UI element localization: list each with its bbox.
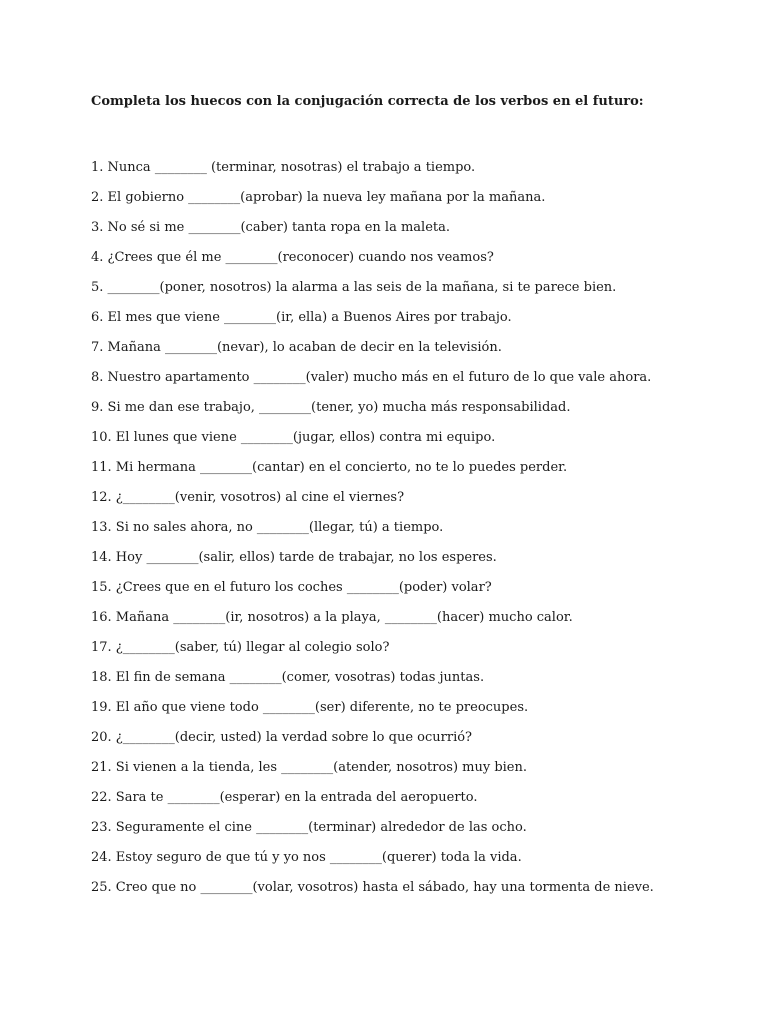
exercise-item: 9. Si me dan ese trabajo, ________(tener, yo) mucha más responsabilidad. [91, 400, 571, 415]
exercise-item: 13. Si no sales ahora, no ________(llegar, tú) a tiempo. [91, 520, 444, 535]
exercise-item: 2. El gobierno ________(aprobar) la nueva ley mañana por la mañana. [91, 190, 546, 205]
exercise-item: 11. Mi hermana ________(cantar) en el concierto, no te lo puedes perder. [91, 460, 568, 475]
exercise-item: 1. Nunca ________ (terminar, nosotras) el trabajo a tiempo. [91, 160, 476, 175]
exercise-item: 15. ¿Crees que en el futuro los coches ________(poder) volar? [91, 580, 492, 595]
exercise-item: 23. Seguramente el cine ________(terminar) alrededor de las ocho. [91, 820, 527, 835]
exercise-item: 19. El año que viene todo ________(ser) diferente, no te preocupes. [91, 700, 529, 715]
exercise-item: 5. ________(poner, nosotros) la alarma a las seis de la mañana, si te parece bien. [91, 280, 617, 295]
exercise-title: Completa los huecos con la conjugación correcta de los verbos en el futuro: [91, 94, 644, 109]
exercise-item: 4. ¿Crees que él me ________(reconocer) cuando nos veamos? [91, 250, 494, 265]
exercise-item: 6. El mes que viene ________(ir, ella) a Buenos Aires por trabajo. [91, 310, 512, 325]
exercise-item: 16. Mañana ________(ir, nosotros) a la playa, ________(hacer) mucho calor. [91, 610, 573, 625]
exercise-item: 25. Creo que no ________(volar, vosotros) hasta el sábado, hay una tormenta de nieve. [91, 880, 654, 895]
exercise-item: 14. Hoy ________(salir, ellos) tarde de trabajar, no los esperes. [91, 550, 497, 565]
exercise-item: 10. El lunes que viene ________(jugar, ellos) contra mi equipo. [91, 430, 496, 445]
exercise-item: 22. Sara te ________(esperar) en la entrada del aeropuerto. [91, 790, 478, 805]
exercise-item: 17. ¿________(saber, tú) llegar al colegio solo? [91, 640, 390, 655]
exercise-list [91, 153, 654, 903]
exercise-item: 21. Si vienen a la tienda, les ________(atender, nosotros) muy bien. [91, 760, 528, 775]
exercise-item: 20. ¿________(decir, usted) la verdad sobre lo que ocurrió? [91, 730, 473, 745]
exercise-item: 18. El fin de semana ________(comer, vosotras) todas juntas. [91, 670, 485, 685]
exercise-item: 12. ¿________(venir, vosotros) al cine el viernes? [91, 490, 405, 505]
exercise-item: 24. Estoy seguro de que tú y yo nos ________(querer) toda la vida. [91, 850, 522, 865]
exercise-item: 3. No sé si me ________(caber) tanta ropa en la maleta. [91, 220, 450, 235]
exercise-item: 7. Mañana ________(nevar), lo acaban de decir en la televisión. [91, 340, 502, 355]
exercise-item: 8. Nuestro apartamento ________(valer) mucho más en el futuro de lo que vale ahora. [91, 370, 652, 385]
